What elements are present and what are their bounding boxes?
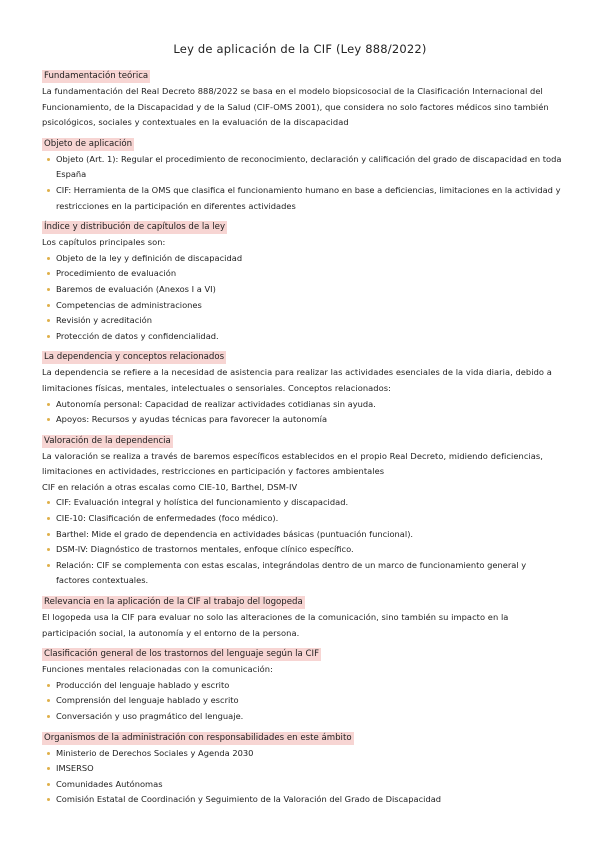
section bbox=[42, 131, 562, 214]
bullet-item: Ministerio de Derechos Sociales y Agenda 2030 bbox=[42, 746, 562, 762]
bullet-list bbox=[42, 495, 562, 589]
section-paragraph: CIF en relación a otras escalas como CIE-10, Barthel, DSM-IV bbox=[42, 481, 298, 492]
document-content bbox=[42, 63, 562, 808]
bullet-item: DSM-IV: Diagnóstico de trastornos mentales, enfoque clínico específico. bbox=[42, 542, 562, 558]
bullet-item: Barthel: Mide el grado de dependencia en actividades básicas (puntuación funcional). bbox=[42, 527, 562, 543]
bullet-item: Protección de datos y confidencialidad. bbox=[42, 329, 562, 345]
section bbox=[42, 641, 562, 724]
section-paragraph: La fundamentación del Real Decreto 888/2022 se basa en el modelo biopsicosocial de la Clasificación Internacional del Funcionamiento, de la Discapacidad y de la Salud (CIF-OMS 2001), que considera no solo factores médicos sino también psicológicos, sociales y contextuales en la evaluación de la discapacidad bbox=[42, 86, 549, 128]
section bbox=[42, 344, 562, 427]
bullet-item: CIE-10: Clasificación de enfermedades (foco médico). bbox=[42, 511, 562, 527]
bullet-item: CIF: Herramienta de la OMS que clasifica el funcionamiento humano en base a deficiencias, limitaciones en la actividad y restricciones en la participación en diferentes actividades bbox=[42, 183, 562, 214]
bullet-item: Baremos de evaluación (Anexos I a VI) bbox=[42, 282, 562, 298]
bullet-item: Procedimiento de evaluación bbox=[42, 266, 562, 282]
bullet-list bbox=[42, 746, 562, 808]
bullet-item: Comunidades Autónomas bbox=[42, 777, 562, 793]
section-heading: Clasificación general de los trastornos del lenguaje según la CIF bbox=[44, 649, 320, 660]
bullet-item: Conversación y uso pragmático del lenguaje. bbox=[42, 709, 562, 725]
section-paragraph: Funciones mentales relacionadas con la comunicación: bbox=[42, 664, 273, 675]
bullet-list bbox=[42, 152, 562, 214]
section-paragraph: Los capítulos principales son: bbox=[42, 237, 166, 248]
section bbox=[42, 214, 562, 344]
bullet-item: Competencias de administraciones bbox=[42, 298, 562, 314]
bullet-item: IMSERSO bbox=[42, 761, 562, 777]
section bbox=[42, 63, 562, 131]
bullet-item: Relación: CIF se complementa con estas escalas, integrándolas dentro de un marco de funcionamiento general y factores contextuales. bbox=[42, 558, 562, 589]
bullet-item: Comisión Estatal de Coordinación y Seguimiento de la Valoración del Grado de Discapacidad bbox=[42, 792, 562, 808]
section-heading: Organismos de la administración con responsabilidades en este ámbito bbox=[44, 732, 352, 743]
section-paragraph: La dependencia se refiere a la necesidad de asistencia para realizar las actividades esenciales de la vida diaria, debido a limitaciones físicas, mentales, intelectuales o sensoriales. Conceptos relacionados: bbox=[42, 367, 552, 393]
section bbox=[42, 589, 562, 641]
section-heading: Objeto de aplicación bbox=[44, 138, 133, 149]
bullet-list bbox=[42, 678, 562, 725]
bullet-item: Comprensión del lenguaje hablado y escrito bbox=[42, 693, 562, 709]
section-heading: Índice y distribución de capítulos de la ley bbox=[44, 222, 226, 233]
section bbox=[42, 725, 562, 808]
section bbox=[42, 428, 562, 589]
bullet-item: Producción del lenguaje hablado y escrito bbox=[42, 678, 562, 694]
section-heading: Valoración de la dependencia bbox=[44, 435, 171, 446]
bullet-item: Objeto de la ley y definición de discapacidad bbox=[42, 251, 562, 267]
bullet-item: Objeto (Art. 1): Regular el procedimiento de reconocimiento, declaración y calificación del grado de discapacidad en toda España bbox=[42, 152, 562, 183]
section-paragraph: El logopeda usa la CIF para evaluar no solo las alteraciones de la comunicación, sino también su impacto en la participación social, la autonomía y el entorno de la persona. bbox=[42, 612, 509, 638]
bullet-item: Apoyos: Recursos y ayudas técnicas para favorecer la autonomía bbox=[42, 412, 562, 428]
bullet-item: Revisión y acreditación bbox=[42, 313, 562, 329]
bullet-item: CIF: Evaluación integral y holística del funcionamiento y discapacidad. bbox=[42, 495, 562, 511]
page-title: Ley de aplicación de la CIF (Ley 888/2022) bbox=[173, 42, 427, 56]
section-heading: Fundamentación teórica bbox=[44, 71, 149, 81]
bullet-list bbox=[42, 397, 562, 428]
section-heading: La dependencia y conceptos relacionados bbox=[44, 352, 225, 363]
bullet-list bbox=[42, 251, 562, 345]
section-heading: Relevancia en la aplicación de la CIF al trabajo del logopeda bbox=[44, 597, 303, 608]
bullet-item: Autonomía personal: Capacidad de realizar actividades cotidianas sin ayuda. bbox=[42, 397, 562, 413]
section-paragraph: La valoración se realiza a través de baremos específicos establecidos en el propio Real Decreto, midiendo deficiencias, limitaciones en actividades, restricciones en participación y factores ambientales bbox=[42, 450, 543, 477]
